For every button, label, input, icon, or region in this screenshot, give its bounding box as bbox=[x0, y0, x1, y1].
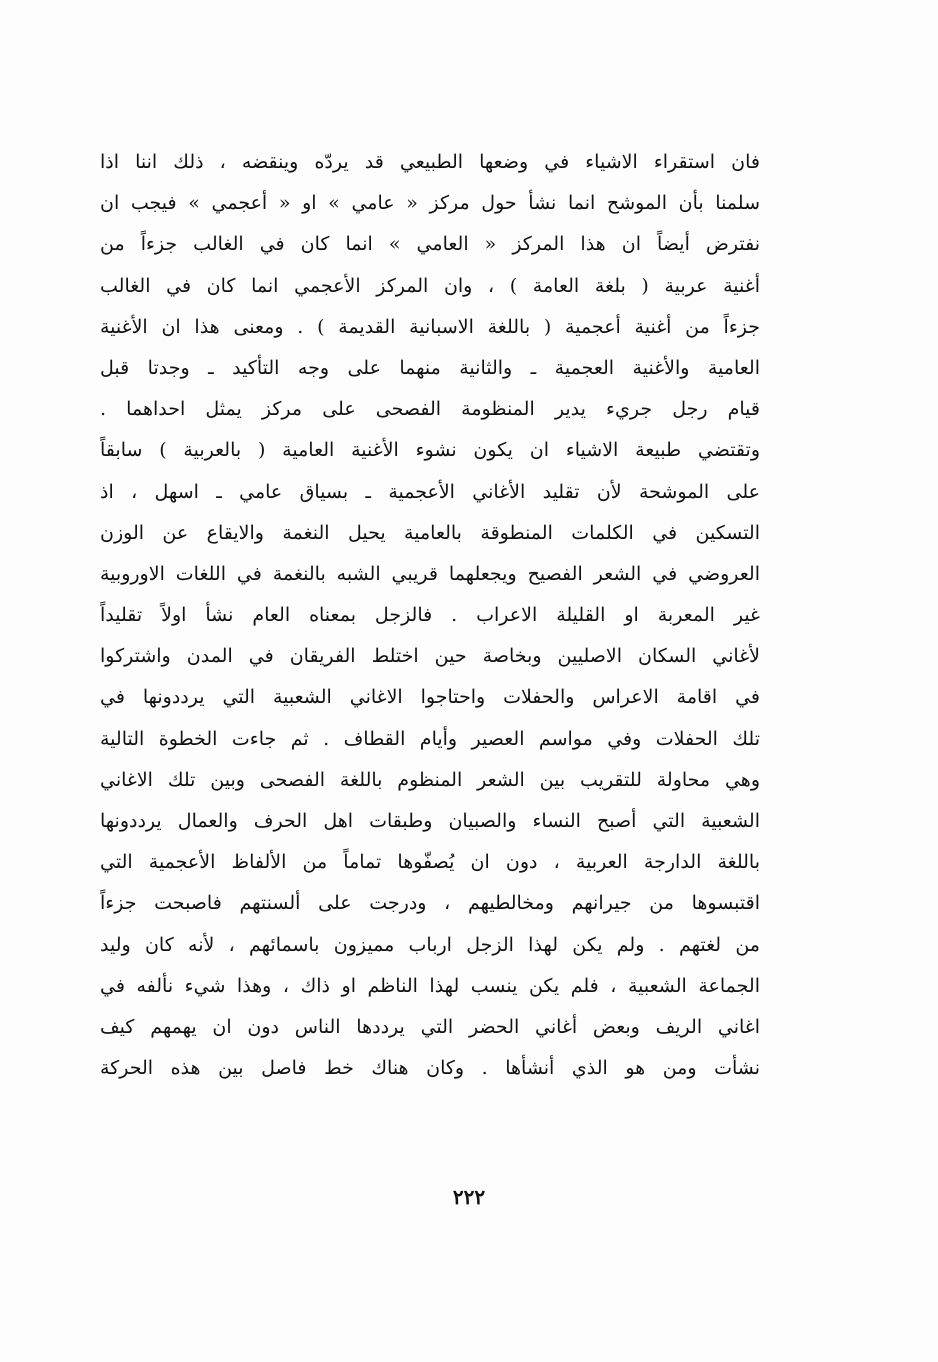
text-line: نشأت ومن هو الذي أنشأها . وكان هناك خط فاصل بين هذه الحركة bbox=[100, 1057, 760, 1080]
text-line: على الموشحة لأن تقليد الأغاني الأعجمية ـ بسياق عامي ـ اسهل ، اذ bbox=[100, 480, 760, 503]
text-line: من لغتهم . ولم يكن لهذا الزجل ارباب مميزون باسمائهم ، لأنه كان وليد bbox=[100, 933, 760, 956]
text-line: سلمنا بأن الموشح انما نشأ حول مركز « عامي » او « أعجمي » فيجب ان bbox=[100, 192, 760, 215]
text-line: التسكين في الكلمات المنطوقة بالعامية يحيل النغمة والايقاع عن الوزن bbox=[100, 521, 760, 544]
text-line: الجماعة الشعبية ، فلم يكن ينسب لهذا الناظم او ذاك ، وهذا شيء نألفه في bbox=[100, 974, 760, 997]
text-line: جزءاً من أغنية أعجمية ( باللغة الاسبانية القديمة ) . ومعنى هذا ان الأغنية bbox=[100, 315, 760, 338]
text-line: في اقامة الاعراس والحفلات واحتاجوا الاغاني الشعبية التي يرددونها في bbox=[100, 686, 760, 709]
text-line: اقتبسوها من جيرانهم ومخالطيهم ، ودرجت على ألسنتهم فاصبحت جزءاً bbox=[100, 892, 760, 915]
text-line: أغنية عربية ( بلغة العامة ) ، وان المركز الأعجمي انما كان في الغالب bbox=[100, 274, 760, 297]
text-line: تلك الحفلات وفي مواسم العصير وأيام القطاف . ثم جاءت الخطوة التالية bbox=[100, 727, 760, 750]
text-line: قيام رجل جريء يدير المنظومة الفصحى على مركز يمثل احداهما . bbox=[100, 398, 760, 421]
text-line: لأغاني السكان الاصليين وبخاصة حين اختلط الفريقان في المدن واشتركوا bbox=[100, 645, 760, 668]
body-text bbox=[100, 142, 760, 1089]
text-line: وهي محاولة للتقريب بين الشعر المنظوم باللغة الفصحى وبين تلك الاغاني bbox=[100, 768, 760, 791]
text-line: الشعبية التي أصبح النساء والصبيان وطبقات اهل الحرف والعمال يرددونها bbox=[100, 810, 760, 832]
text-line: غير المعربة او القليلة الاعراب . فالزجل بمعناه العام نشأ اولاً تقليداً bbox=[100, 604, 760, 627]
text-line: باللغة الدارجة العربية ، دون ان يُصفّوها تماماً من الألفاظ الأعجمية التي bbox=[100, 851, 760, 874]
page-number: ٢٢٢ bbox=[452, 1185, 486, 1209]
text-line: العروضي في الشعر الفصيح ويجعلهما قريبي الشبه بالنغمة في اللغات الاوروبية bbox=[100, 562, 760, 585]
text-line: العامية والأغنية العجمية ـ والثانية منهما على وجه التأكيد ـ وجدتا قبل bbox=[100, 356, 760, 379]
text-line: فان استقراء الاشياء في وضعها الطبيعي قد يردّه وينقضه ، ذلك اننا اذا bbox=[100, 151, 760, 173]
text-line: اغاني الريف وبعض أغاني الحضر التي يرددها الناس دون ان يهمهم كيف bbox=[100, 1015, 760, 1038]
text-line: وتقتضي طبيعة الاشياء ان يكون نشوء الأغنية العامية ( بالعربية ) سابقاً bbox=[100, 439, 760, 462]
text-line: نفترض أيضاً ان هذا المركز « العامي » انما كان في الغالب جزءاً من bbox=[100, 233, 760, 256]
